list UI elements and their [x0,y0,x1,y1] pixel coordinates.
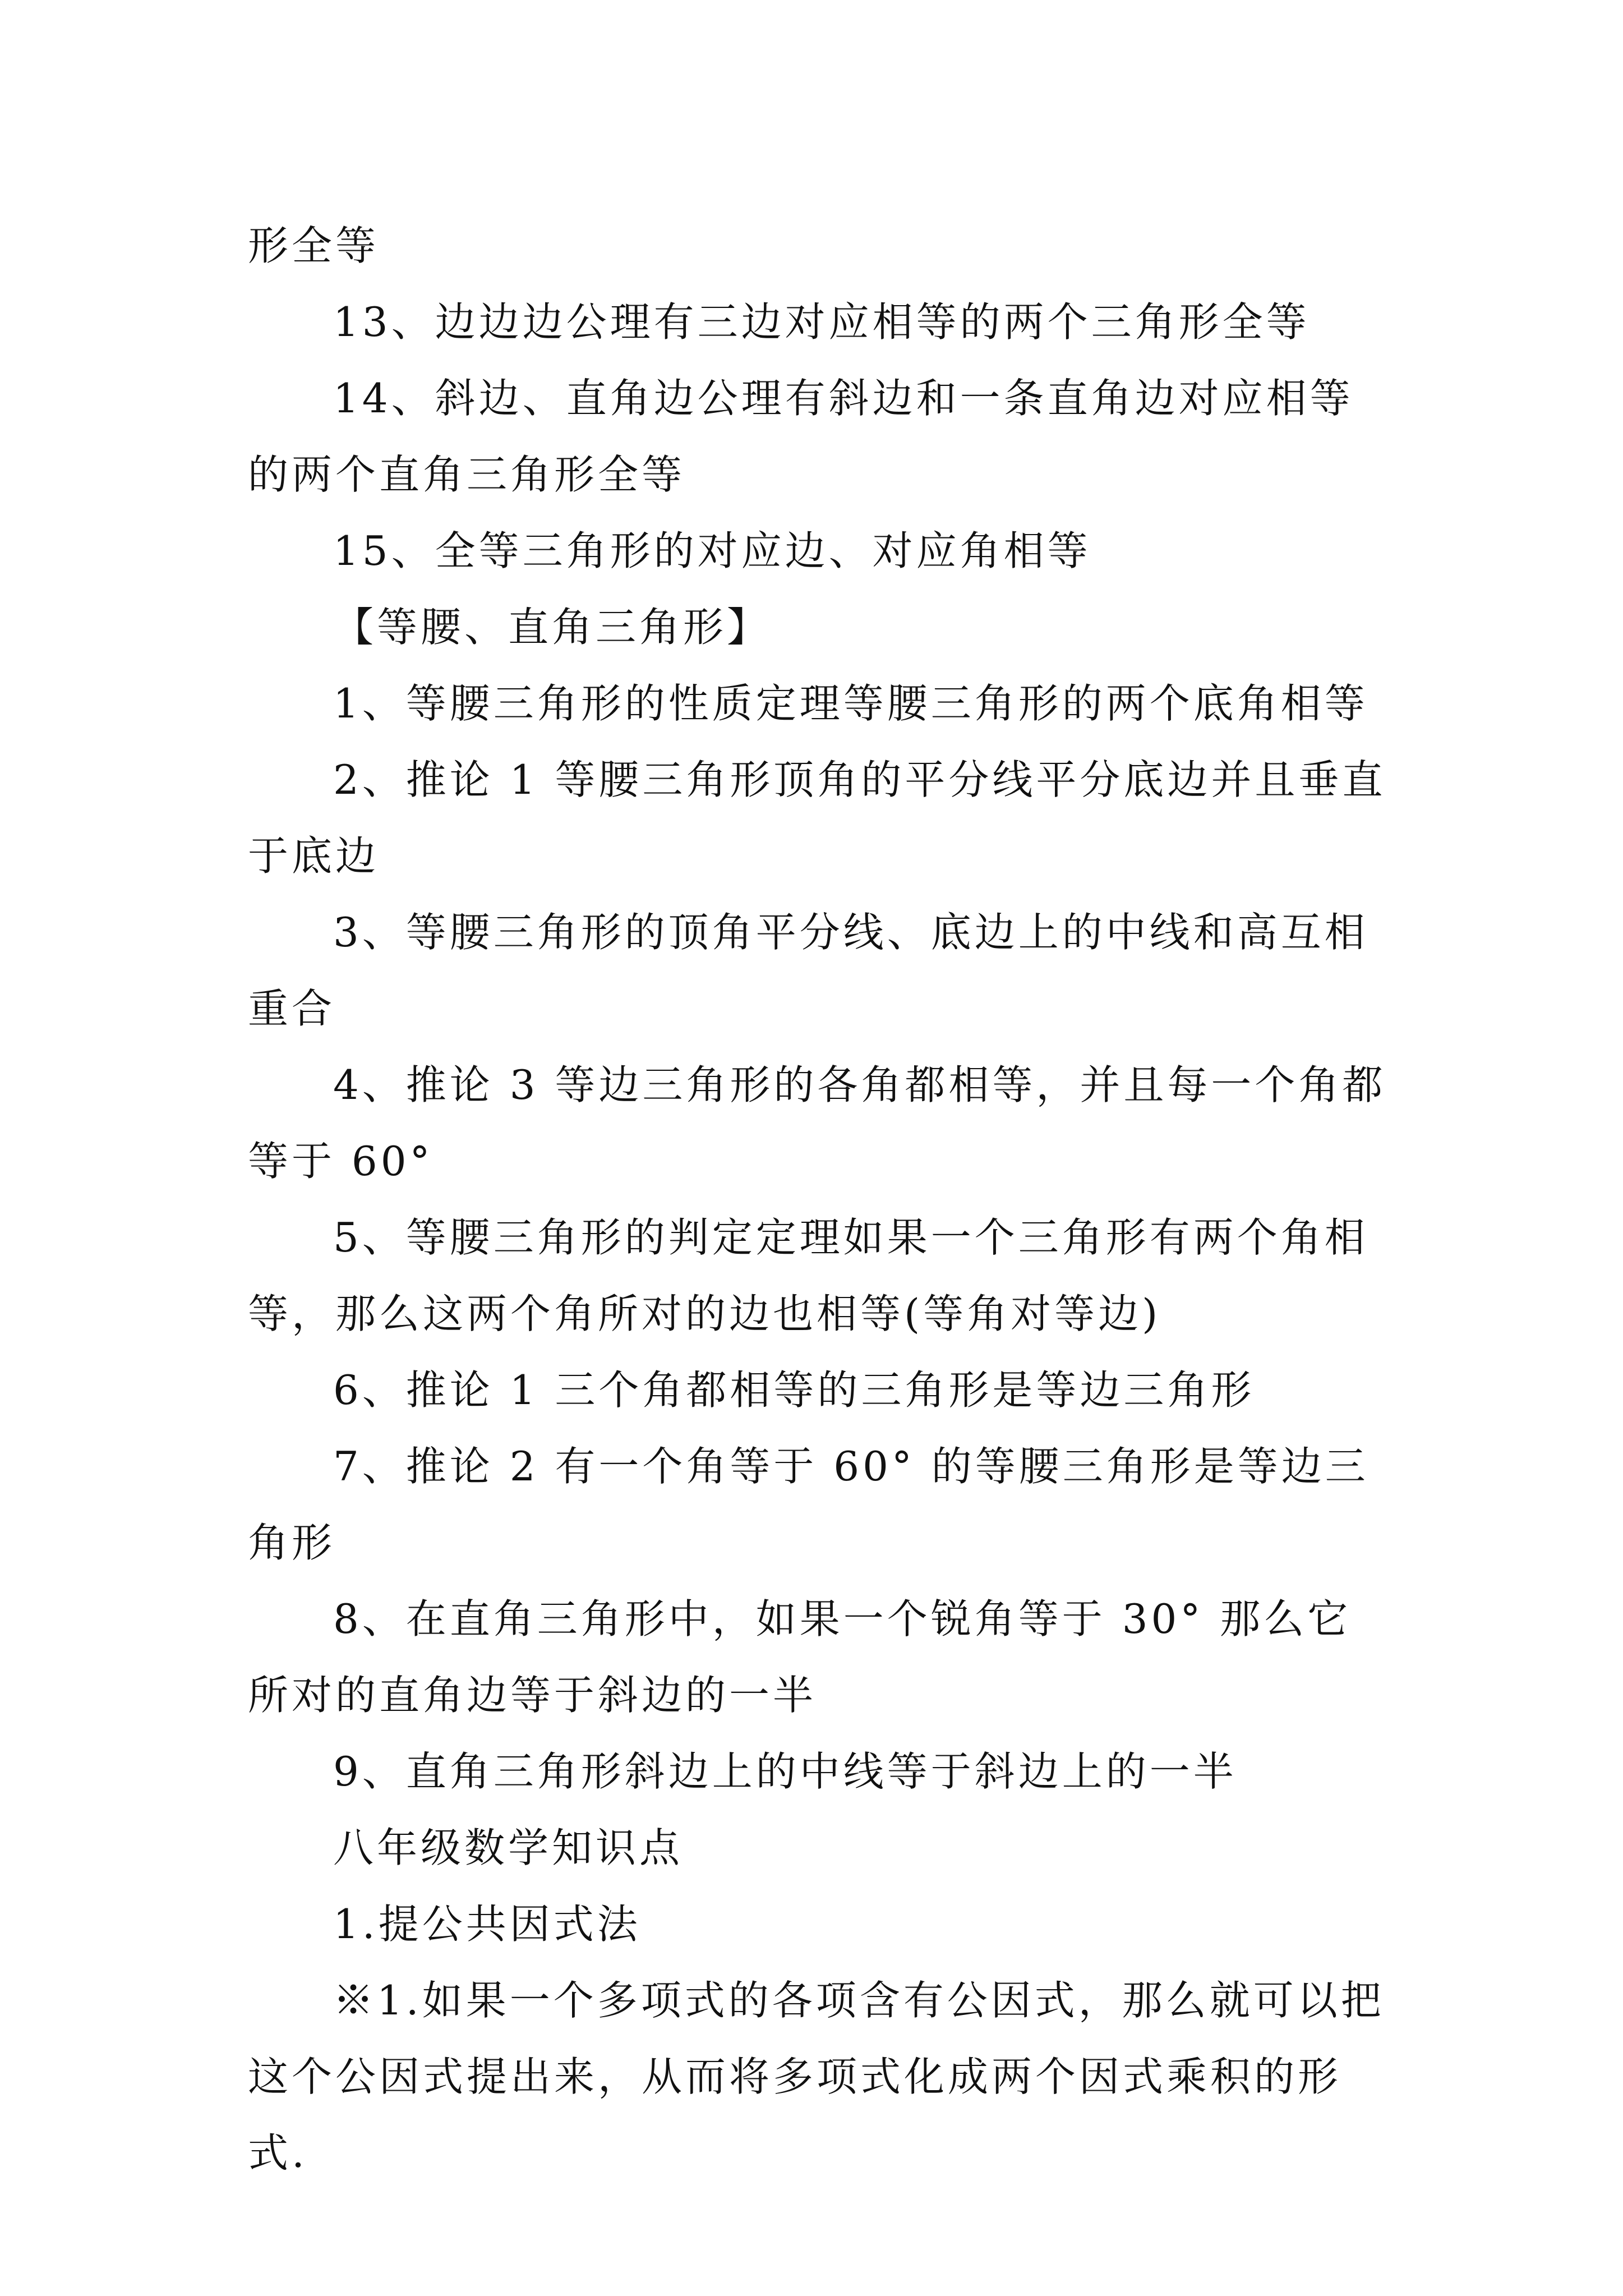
paragraph-continuation: 形全等 [248,222,380,269]
paragraph-item-5: 5、等腰三角形的判定定理如果一个三角形有两个角相等，那么这两个角所对的边也相等(等角对等边) [248,1214,1368,1337]
paragraph-item-14: 14、斜边、直角边公理有斜边和一条直角边对应相等的两个直角三角形全等 [248,375,1354,498]
paragraph-item-4: 4、推论 3 等边三角形的各角都相等，并且每一个角都等于 60° [248,1061,1386,1185]
paragraph-item-7: 7、推论 2 有一个角等于 60° 的等腰三角形是等边三角形 [248,1443,1369,1566]
paragraph-item-15: 15、全等三角形的对应边、对应角相等 [333,527,1091,574]
section-title: 八年级数学知识点 [333,1824,684,1871]
section-heading: 【等腰、直角三角形】 [333,604,771,651]
paragraph-item-2: 2、推论 1 等腰三角形顶角的平分线平分底边并且垂直于底边 [248,756,1386,880]
paragraph-note: ※1.如果一个多项式的各项含有公因式，那么就可以把这个公因式提出来，从而将多项式化成两个因式乘积的形式. [248,1977,1385,2177]
paragraph-item-9: 9、直角三角形斜边上的中线等于斜边上的一半 [333,1748,1237,1795]
document-body [248,208,1392,2191]
subsection-heading: 1.提公共因式法 [333,1901,641,1948]
paragraph-item-6: 6、推论 1 三个角都相等的三角形是等边三角形 [333,1366,1255,1414]
paragraph-item-13: 13、边边边公理有三边对应相等的两个三角形全等 [333,298,1310,346]
paragraph-item-1: 1、等腰三角形的性质定理等腰三角形的两个底角相等 [333,680,1368,727]
paragraph-item-3: 3、等腰三角形的顶角平分线、底边上的中线和高互相重合 [248,909,1368,1032]
paragraph-item-8: 8、在直角三角形中，如果一个锐角等于 30° 那么它所对的直角边等于斜边的一半 [248,1595,1352,1719]
